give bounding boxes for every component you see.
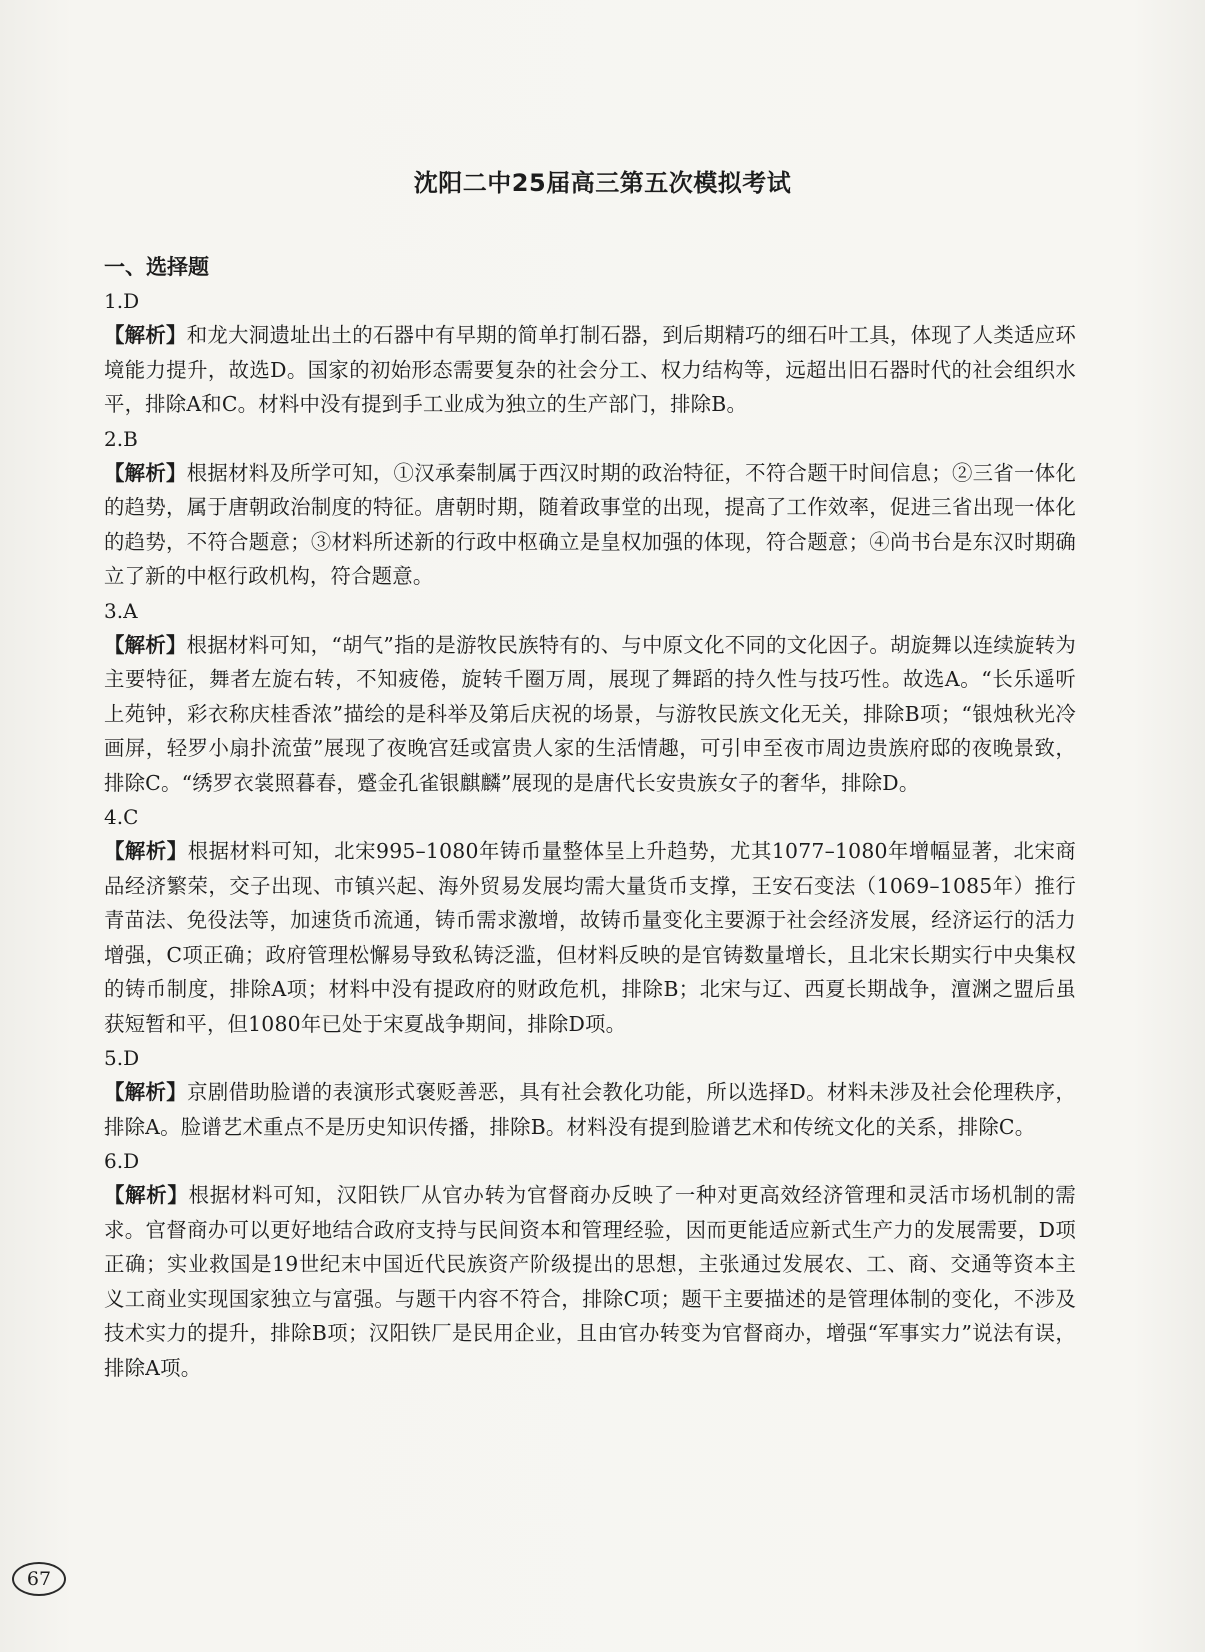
explanation-text: 根据材料可知，“胡气”指的是游牧民族特有的、与中原文化不同的文化因子。胡旋舞以连续旋转为主要特征，舞者左旋右转，不知疲倦，旋转千圈万周，展现了舞蹈的持久性与技巧性。故选A。“长乐遥听上苑钟，彩衣称庆桂香浓”描绘的是科举及第后庆祝的场景，与游牧民族文化无关，排除B项；“银烛秋光冷画屏，轻罗小扇扑流萤”展现了夜晚宫廷或富贵人家的生活情趣，可引申至夜市周边贵族府邸的夜晚景致，排除C。“绣罗衣裳照暮春，蹙金孔雀银麒麟”展现的是唐代长安贵族女子的奢华，排除D。 [104,632,1076,795]
analysis-tag: 【解析】 [104,632,187,657]
question-1 [104,284,1076,422]
answer-content [104,250,1076,1385]
page-number: 67 [12,1562,66,1596]
analysis-tag: 【解析】 [104,839,188,863]
question-4 [104,800,1076,1041]
question-3 [104,594,1076,801]
page-title: 沈阳二中25届高三第五次模拟考试 [413,169,792,197]
explanation [104,318,1076,422]
explanation [104,1178,1076,1385]
analysis-tag: 【解析】 [104,460,187,485]
explanation-text: 京剧借助脸谱的表演形式褒贬善恶，具有社会教化功能，所以选择D。材料未涉及社会伦理秩序，排除A。脸谱艺术重点不是历史知识传播，排除B。材料没有提到脸谱艺术和传统文化的关系，排除C。 [104,1080,1076,1139]
explanation [104,628,1076,801]
answer-key: 5.D [104,1046,140,1070]
explanation [104,1075,1076,1144]
question-2 [104,422,1076,594]
answer-key: 4.C [104,805,139,829]
analysis-tag: 【解析】 [104,1080,188,1104]
answer-key: 6.D [104,1149,140,1173]
explanation-text: 根据材料可知，北宋995–1080年铸币量整体呈上升趋势，尤其1077–1080年增幅显著，北宋商品经济繁荣，交子出现、市镇兴起、海外贸易发展均需大量货币支撑，王安石变法（1069–1085年）推行青苗法、免役法等，加速货币流通，铸币需求激增，故铸币量变化主要源于社会经济发展，经济运行的活力增强，C项正确；政府管理松懈易导致私铸泛滥，但材料反映的是官铸数量增长，且北宋长期实行中央集权的铸币制度，排除A项；材料中没有提政府的财政危机，排除B；北宋与辽、西夏长期战争，澶渊之盟后虽获短暂和平，但1080年已处于宋夏战争期间，排除D项。 [104,839,1076,1036]
explanation [104,456,1076,594]
answer-key: 1.D [104,289,140,313]
answer-key: 2.B [104,426,138,451]
explanation [104,834,1076,1041]
explanation-text: 和龙大洞遗址出土的石器中有早期的简单打制石器，到后期精巧的细石叶工具，体现了人类适应环境能力提升，故选D。国家的初始形态需要复杂的社会分工、权力结构等，远超出旧石器时代的社会组织水平，排除A和C。材料中没有提到手工业成为独立的生产部门，排除B。 [104,323,1076,416]
analysis-tag: 【解析】 [104,323,187,347]
explanation-text: 根据材料及所学可知，①汉承秦制属于西汉时期的政治特征，不符合题干时间信息；②三省一体化的趋势，属于唐朝政治制度的特征。唐朝时期，随着政事堂的出现，提高了工作效率，促进三省出现一体化的趋势，不符合题意；③材料所述新的行政中枢确立是皇权加强的体现，符合题意；④尚书台是东汉时期确立了新的中枢行政机构，符合题意。 [104,460,1076,588]
answer-key: 3.A [104,598,138,623]
question-6 [104,1144,1076,1385]
section-heading: 一、选择题 [104,255,209,279]
explanation-text: 根据材料可知，汉阳铁厂从官办转为官督商办反映了一种对更高效经济管理和灵活市场机制的需求。官督商办可以更好地结合政府支持与民间资本和管理经验，因而更能适应新式生产力的发展需要，D项正确；实业救国是19世纪末中国近代民族资产阶级提出的思想，主张通过发展农、工、商、交通等资本主义工商业实现国家独立与富强。与题干内容不符合，排除C项；题干主要描述的是管理体制的变化，不涉及技术实力的提升，排除B项；汉阳铁厂是民用企业，且由官办转变为官督商办，增强“军事实力”说法有误，排除A项。 [104,1183,1076,1380]
analysis-tag: 【解析】 [104,1183,189,1207]
question-5 [104,1041,1076,1144]
